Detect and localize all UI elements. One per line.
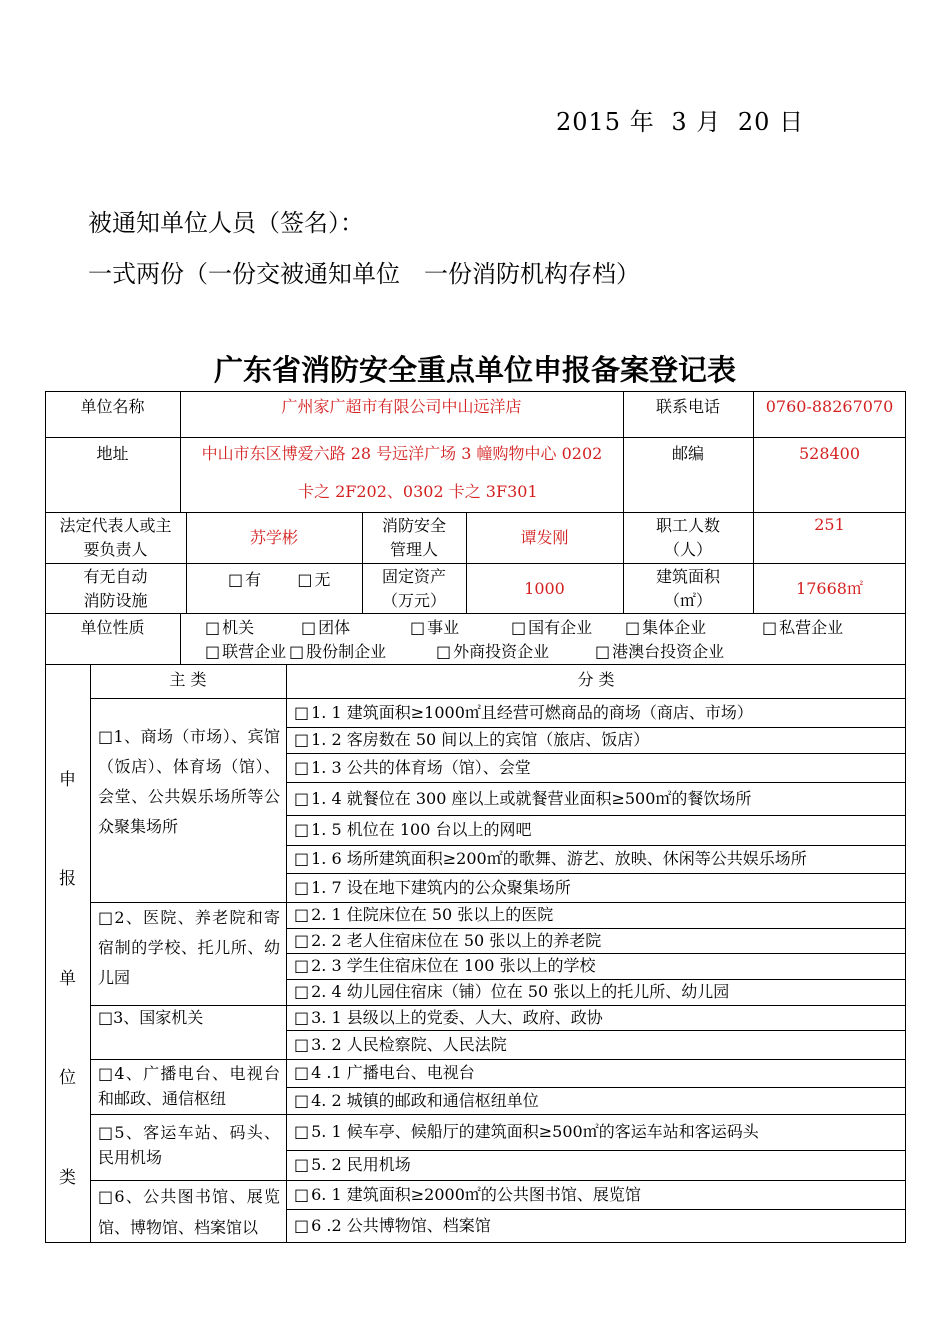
side-label-char: 申 bbox=[59, 770, 76, 790]
main-category-5[interactable]: □5、客运车站、码头、民用机场 bbox=[98, 1123, 280, 1167]
nature-option-8[interactable]: □ 股份制企业 bbox=[289, 642, 387, 661]
auto-fire-no-checkbox[interactable]: □ 无 bbox=[297, 570, 331, 589]
copies-note: 一式两份（一份交被通知单位 一份消防机构存档） bbox=[88, 260, 640, 288]
side-label-char: 位 bbox=[59, 1068, 76, 1088]
auto-fire-label: 有无自动 消防设施 bbox=[83, 567, 148, 610]
fixed-assets-label: 固定资产 （万元） bbox=[381, 567, 446, 610]
sub-category-header: 分 类 bbox=[577, 670, 615, 689]
sub-category-item[interactable]: □ 1. 1 建筑面积≥1000㎡且经营可燃商品的商场（商店、市场） bbox=[294, 703, 753, 722]
nature-option-6[interactable]: □ 私营企业 bbox=[762, 618, 844, 637]
unit-name-value: 广州家广超市有限公司中山远洋店 bbox=[281, 397, 522, 416]
building-area-value: 17668㎡ bbox=[796, 579, 863, 598]
auto-fire-options bbox=[228, 568, 358, 592]
legal-rep-value: 苏学彬 bbox=[249, 528, 298, 547]
sub-category-item[interactable]: □ 2. 1 住院床位在 50 张以上的医院 bbox=[294, 905, 554, 924]
unit-name-label: 单位名称 bbox=[80, 397, 145, 416]
sub-category-item[interactable]: □ 1. 4 就餐位在 300 座以上或就餐营业面积≥500㎡的餐饮场所 bbox=[294, 789, 752, 808]
main-category-6[interactable]: □6、公共图书馆、展览馆、博物馆、档案馆以 bbox=[98, 1187, 280, 1237]
sub-category-item[interactable]: □ 2. 4 幼儿园住宿床（铺）位在 50 张以上的托儿所、幼儿园 bbox=[294, 982, 730, 1001]
nature-option-10[interactable]: □ 港澳台投资企业 bbox=[595, 642, 725, 661]
nature-option-1[interactable]: □ 机关 bbox=[205, 618, 255, 637]
sub-category-item[interactable]: □ 5. 2 民用机场 bbox=[294, 1155, 411, 1174]
sub-category-item[interactable]: □ 1. 7 设在地下建筑内的公众聚集场所 bbox=[294, 878, 571, 897]
auto-fire-yes-checkbox[interactable]: □ 有 bbox=[228, 570, 262, 589]
document-date: 2015 年 3 月 20 日 bbox=[556, 108, 805, 136]
nature-option-4[interactable]: □ 国有企业 bbox=[511, 618, 593, 637]
phone-value: 0760-88267070 bbox=[765, 397, 894, 416]
sub-category-item[interactable]: □ 4 .1 广播电台、电视台 bbox=[294, 1063, 475, 1082]
sub-category-item[interactable]: □ 2. 2 老人住宿床位在 50 张以上的养老院 bbox=[294, 931, 602, 950]
staff-count-label: 职工人数 （人） bbox=[655, 516, 720, 559]
postcode-value: 528400 bbox=[798, 444, 861, 463]
main-category-3[interactable]: □3、国家机关 bbox=[98, 1008, 204, 1027]
sub-category-item[interactable]: □ 1. 2 客房数在 50 间以上的宾馆（旅店、饭店） bbox=[294, 730, 650, 749]
sub-category-item[interactable]: □ 6. 1 建筑面积≥2000㎡的公共图书馆、展览馆 bbox=[294, 1185, 641, 1204]
nature-option-7[interactable]: □ 联营企业 bbox=[205, 642, 287, 661]
sub-category-item[interactable]: □ 1. 5 机位在 100 台以上的网吧 bbox=[294, 820, 532, 839]
sub-category-item[interactable]: □ 3. 2 人民检察院、人民法院 bbox=[294, 1035, 507, 1054]
main-category-4[interactable]: □4、广播电台、电视台和邮政、通信枢纽 bbox=[98, 1064, 280, 1108]
main-category-1[interactable]: □1、商场（市场）、宾馆（饭店）、体育场（馆）、会堂、公共娱乐场所等公众聚集场所 bbox=[98, 727, 280, 836]
sub-category-item[interactable]: □ 6 .2 公共博物馆、档案馆 bbox=[294, 1216, 491, 1235]
nature-option-2[interactable]: □ 团体 bbox=[301, 618, 351, 637]
nature-option-3[interactable]: □ 事业 bbox=[410, 618, 460, 637]
form-title: 广东省消防安全重点单位申报备案登记表 bbox=[213, 353, 736, 387]
signature-label: 被通知单位人员（签名）： bbox=[88, 209, 364, 237]
main-category-header: 主 类 bbox=[169, 670, 207, 689]
sub-category-item[interactable]: □ 2. 3 学生住宿床位在 100 张以上的学校 bbox=[294, 956, 596, 975]
sub-category-item[interactable]: □ 5. 1 候车亭、候船厅的建筑面积≥500㎡的客运车站和客运码头 bbox=[294, 1122, 759, 1141]
legal-rep-label: 法定代表人或主 要负责人 bbox=[59, 516, 172, 559]
side-label-char: 报 bbox=[59, 869, 76, 889]
side-label-char: 单 bbox=[59, 969, 76, 989]
sub-category-item[interactable]: □ 1. 6 场所建筑面积≥200㎡的歌舞、游艺、放映、休闲等公共娱乐场所 bbox=[294, 849, 807, 868]
fire-manager-label: 消防安全 管理人 bbox=[381, 516, 446, 559]
address-line-1: 中山市东区博爱六路 28 号远洋广场 3 幢购物中心 0202 bbox=[201, 444, 603, 463]
nature-option-5[interactable]: □ 集体企业 bbox=[625, 618, 707, 637]
fire-manager-value: 谭发刚 bbox=[520, 528, 569, 547]
phone-label: 联系电话 bbox=[655, 397, 720, 416]
building-area-label: 建筑面积 （㎡） bbox=[655, 567, 720, 610]
sub-category-item[interactable]: □ 1. 3 公共的体育场（馆）、会堂 bbox=[294, 758, 531, 777]
nature-option-9[interactable]: □ 外商投资企业 bbox=[436, 642, 550, 661]
fixed-assets-value: 1000 bbox=[524, 579, 565, 598]
address-label: 地址 bbox=[96, 444, 129, 463]
sub-category-item[interactable]: □ 3. 1 县级以上的党委、人大、政府、政协 bbox=[294, 1008, 603, 1027]
postcode-label: 邮编 bbox=[671, 444, 704, 463]
main-category-2[interactable]: □2、医院、养老院和寄宿制的学校、托儿所、幼儿园 bbox=[98, 908, 280, 987]
staff-count-value: 251 bbox=[814, 515, 845, 534]
side-label-char: 类 bbox=[59, 1168, 76, 1188]
address-line-2: 卡之 2F202、0302 卡之 3F301 bbox=[298, 482, 538, 501]
sub-category-item[interactable]: □ 4. 2 城镇的邮政和通信枢纽单位 bbox=[294, 1091, 539, 1110]
unit-nature-label: 单位性质 bbox=[80, 618, 145, 637]
